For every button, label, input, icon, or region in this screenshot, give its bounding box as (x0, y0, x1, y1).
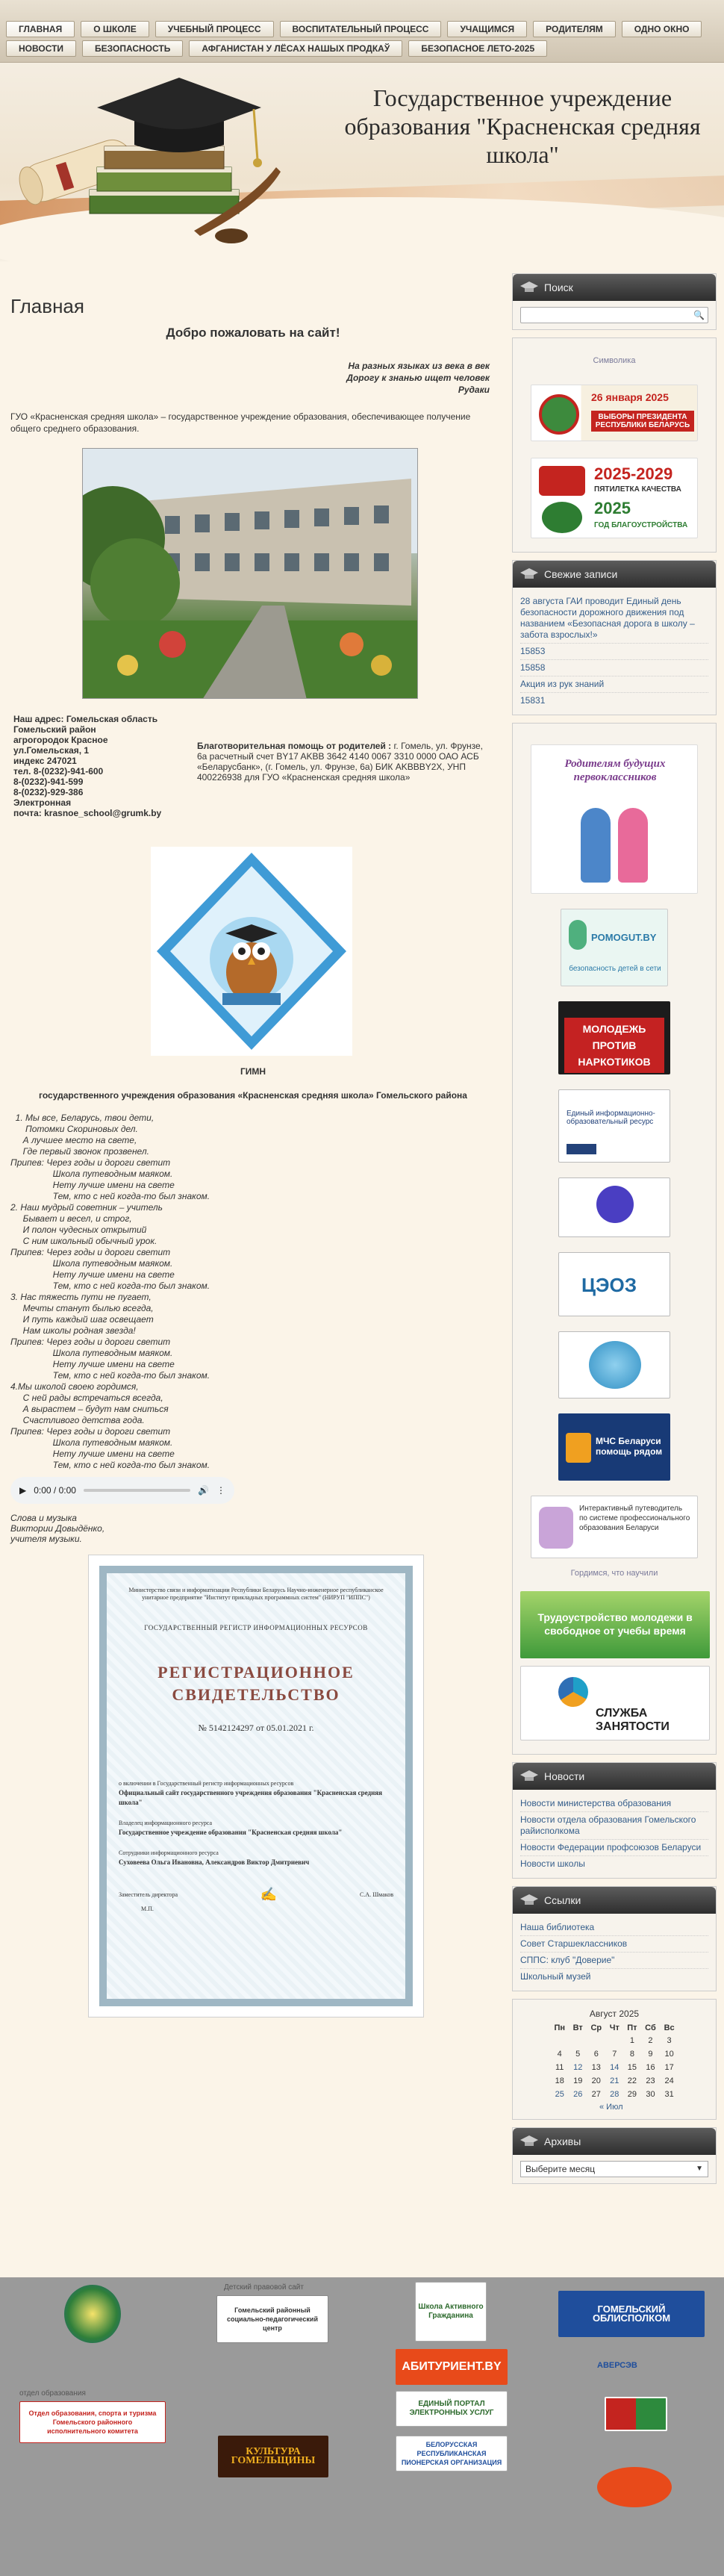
quality-badge-icon (539, 466, 585, 496)
anti-drugs-banner[interactable] (558, 1001, 670, 1074)
nav-row-2 (0, 40, 724, 57)
lyric-line: 4.Мы школой своею гордимся, (10, 1381, 139, 1392)
weekday: Вт (572, 2023, 583, 2032)
calendar-caption: Август 2025 (589, 2009, 640, 2019)
calendar-weekdays (550, 2022, 678, 2034)
ceoz-logo: ЦЭОЗ (581, 1274, 637, 1296)
fresh-posts-body (513, 588, 716, 715)
site-header (0, 63, 724, 261)
weekday: Сб (645, 2023, 656, 2032)
address-line: индекс 247021 (13, 756, 77, 766)
edu-dept-text: Отдел образования, спорта и туризма Гомельского районного исполнительного комитета (28, 2409, 157, 2435)
volume-icon[interactable]: 🔊 (198, 1485, 209, 1496)
calendar-day: 24 (664, 2076, 674, 2085)
lyric-line: А вырастем – будут нам сниться (10, 1404, 169, 1414)
abiturient-text: АБИТУРИЕНТ.BY (402, 2360, 502, 2373)
calendar-day (606, 2034, 623, 2047)
charity-info (197, 714, 492, 818)
certificate-line: Владелец информационного ресурса (119, 1820, 213, 1826)
certificate-number: № 5142124297 от 05.01.2021 г. (198, 1723, 314, 1733)
lyric-line: Припев: Через годы и дороги светит (10, 1247, 171, 1257)
weekday: Пн (554, 2023, 565, 2032)
calendar-day: 2 (648, 2036, 653, 2045)
calendar-day: 10 (664, 2050, 674, 2059)
fresh-post-link[interactable]: 15831 (520, 695, 546, 706)
legal-portal-banner[interactable] (558, 1177, 670, 1237)
lyric-line: Мечты станут былью всегда, (10, 1303, 154, 1313)
calendar-day: 18 (555, 2076, 564, 2085)
audio-progress-track[interactable] (84, 1489, 190, 1492)
calendar-day: 17 (664, 2063, 674, 2072)
employment-service-banner[interactable] (520, 1666, 710, 1740)
search-input[interactable] (520, 307, 708, 323)
edu-dept-caption[interactable]: отдел образования (19, 2389, 86, 2398)
education-map-banner[interactable] (558, 1331, 670, 1399)
address-line: Гомельский район (13, 724, 96, 735)
address-line: Наш адрес: Гомельская область (13, 714, 158, 724)
top-navigation (0, 0, 724, 63)
forest-emblem-banner[interactable] (64, 2285, 121, 2343)
calendar-prev-link[interactable]: « Июл (599, 2103, 623, 2112)
lyric-line: Припев: Через годы и дороги светит (10, 1426, 171, 1437)
banners-widget-body (513, 338, 716, 552)
lyric-line: С ним школьный обычный урок. (10, 1236, 157, 1246)
pomogut-subtitle: безопасность детей в сети (569, 965, 661, 973)
weekday: Вс (664, 2023, 675, 2032)
graduation-cap-icon (520, 1770, 538, 1782)
lyric-line: С ней рады встречаться всегда, (10, 1393, 163, 1403)
credits-line: Виктории Довыдёнко, (10, 1523, 105, 1534)
news-widget-head (513, 1763, 716, 1790)
calendar-day: 22 (627, 2076, 637, 2085)
resource-link[interactable]: Школьный музей (520, 1971, 591, 1982)
certificate-line-bold: Официальный сайт государственного учреждения образования "Красненская средняя школа" (119, 1789, 383, 1806)
resource-link[interactable]: Совет Старшеклассников (520, 1936, 708, 1953)
archive-widget (512, 2127, 717, 2184)
calendar-widget (512, 1999, 717, 2120)
lyric-line: Нету лучше имени на свете (10, 1359, 175, 1369)
calendar-day (550, 2034, 569, 2047)
certificate-line (119, 1788, 393, 1808)
certificate-signature-row (119, 1887, 393, 1902)
proud-link[interactable]: Гордимся, что научили (570, 1569, 658, 1578)
lyric-line: Школа путеводным маяком. (10, 1258, 173, 1269)
hymn-title: ГИМН (240, 1066, 266, 1077)
fresh-posts-widget (512, 560, 717, 715)
quality-years: 2025-2029 (594, 464, 673, 483)
fresh-post-link[interactable]: 28 августа ГАИ проводит Единый день безопасности дорожного движения под названием «Безопасная дорога в школу – забота взрослых!» (520, 594, 708, 644)
calendar-day-link[interactable]: 12 (573, 2063, 583, 2072)
certificate-line: Сотрудники информационного ресурса (119, 1849, 219, 1856)
graduation-cap-icon (520, 281, 538, 293)
nav-about[interactable]: О ШКОЛЕ (81, 21, 149, 37)
calendar-day: 30 (646, 2090, 655, 2099)
child-girl-icon (618, 808, 648, 883)
news-link[interactable]: Новости школы (520, 1858, 585, 1869)
mchs-emblem-icon (566, 1433, 591, 1463)
calendar-day-link[interactable]: 26 (573, 2090, 583, 2099)
active-citizen-text: Школа Активного Гражданина (418, 2303, 484, 2320)
archive-month-select[interactable] (520, 2161, 708, 2177)
fresh-post-link[interactable]: Акция из рук знаний (520, 676, 708, 693)
hymn-subtitle: государственного учреждения образования «Красненская средняя школа» Гомельского района (39, 1090, 467, 1101)
weekday: Чт (609, 2023, 620, 2032)
phone-line: 8-(0232)-941-599 (13, 777, 84, 787)
search-widget (512, 273, 717, 330)
lyric-line: А лучшее место на свете, (10, 1135, 137, 1145)
red-round-banner[interactable] (597, 2467, 672, 2507)
news-widget-body (513, 1790, 716, 1878)
fresh-posts-head (513, 561, 716, 588)
nav-one-window[interactable]: ОДНО ОКНО (622, 21, 702, 37)
social-center-banner[interactable] (216, 2295, 328, 2343)
calendar-day: 31 (664, 2090, 674, 2099)
first-graders-title: Родителям будущих первоклассников (564, 758, 666, 783)
calendar-day: 6 (593, 2050, 599, 2059)
mchs-text: МЧС Беларуси помощь рядом (596, 1436, 663, 1457)
news-link[interactable]: Новости отдела образования Гомельского райисполкома (520, 1812, 708, 1840)
lyric-line: 3. Нас тяжесть пути не пугает, (10, 1292, 152, 1302)
news-link[interactable]: Новости Федерации профсоюзов Беларуси (520, 1840, 708, 1856)
calendar-day (569, 2034, 587, 2047)
links-widget-body (513, 1914, 716, 1991)
unified-resource-banner[interactable] (558, 1089, 670, 1163)
resource-link[interactable]: Наша библиотека (520, 1920, 708, 1936)
quality-year-banner[interactable] (531, 458, 698, 538)
lyric-line: Тем, кто с ней когда-то был знаком. (10, 1370, 210, 1381)
main-content (10, 295, 496, 2017)
certificate-title (119, 1661, 393, 1706)
address-line: ул.Гомельская, 1 (13, 745, 90, 756)
more-options-icon[interactable]: ⋮ (216, 1485, 225, 1496)
certificate-signer: С.А. Шмаков (360, 1891, 393, 1898)
nav-afghanistan[interactable]: АФГАНИСТАН У ЛЁСАХ НАШЫХ ПРОДКАЎ (189, 40, 402, 57)
calendar-widget-body (513, 2000, 716, 2119)
archive-widget-body (513, 2155, 716, 2183)
calendar-day: 29 (627, 2090, 637, 2099)
kids-portal-caption[interactable]: Детский правовой сайт (224, 2283, 304, 2292)
nav-home[interactable]: ГЛАВНАЯ (6, 21, 75, 37)
news-widget-title: Новости (544, 1770, 585, 1782)
calendar-day: 27 (591, 2090, 601, 2099)
pioneers-banner[interactable] (396, 2436, 508, 2471)
welcome-heading: Добро пожаловать на сайт! (166, 326, 340, 340)
school-emblem (151, 847, 352, 1056)
school-address (10, 714, 197, 818)
year-label: ГОД БЛАГОУСТРОЙСТВА (594, 521, 688, 529)
hymn-audio-player[interactable] (10, 1477, 234, 1504)
graduation-books-logo (7, 63, 321, 257)
aversev-logo[interactable]: АВЕРСЭВ (597, 2361, 637, 2370)
nav-students[interactable]: УЧАЩИМСЯ (447, 21, 527, 37)
calendar-day: 19 (573, 2076, 583, 2085)
nav-parents[interactable]: РОДИТЕЛЯМ (533, 21, 616, 37)
lyric-line: Счастливого детства года. (10, 1415, 145, 1425)
contacts-block (10, 714, 496, 818)
credits-line: Слова и музыка (10, 1513, 77, 1523)
lyric-line: Нету лучше имени на свете (10, 1269, 175, 1280)
lyric-line: Потомки Скориновых дел. (10, 1124, 138, 1134)
anti-drugs-text: МОЛОДЕЖЬ ПРОТИВ НАРКОТИКОВ (564, 1018, 664, 1073)
first-graders-banner[interactable] (531, 744, 698, 894)
news-link[interactable]: Новости министерства образования (520, 1796, 708, 1812)
school-building-photo (82, 448, 418, 699)
lyric-line: Бывает и весел, и строг, (10, 1213, 132, 1224)
certificate-details (119, 1779, 393, 1914)
calendar-week (550, 2074, 678, 2088)
lyric-line: Школа путеводным маяком. (10, 1348, 173, 1358)
quality-label: ПЯТИЛЕТКА КАЧЕСТВА (594, 485, 681, 494)
lyric-line: Нету лучше имени на свете (10, 1180, 175, 1190)
lyric-line: Припев: Через годы и дороги светит (10, 1157, 171, 1168)
calendar-day: 9 (648, 2050, 653, 2059)
lyric-line: Тем, кто с ней когда-то был знаком. (10, 1191, 210, 1201)
certificate-mp: М.П. (141, 1905, 154, 1912)
oblispolkom-banner[interactable] (558, 2291, 705, 2337)
mchs-banner[interactable] (558, 1413, 670, 1481)
education-map-icon (589, 1341, 641, 1389)
search-widget-head (513, 274, 716, 301)
sidebar (512, 273, 717, 2191)
epigraph-author: Рудаки (458, 385, 490, 395)
lyric-line: Школа путеводным маяком. (10, 1437, 173, 1448)
lyric-line: Тем, кто с ней когда-то был знаком. (10, 1460, 210, 1470)
address-line: агрогородок Красное (13, 735, 108, 745)
edu-dept-banner[interactable] (19, 2401, 166, 2443)
search-icon[interactable]: 🔍 (693, 310, 705, 320)
calendar-day-link[interactable]: 21 (610, 2076, 620, 2085)
culture-text: КУЛЬТУРА ГОМЕЛЬЩИНЫ (231, 2446, 316, 2466)
calendar-day: 15 (627, 2063, 637, 2072)
fresh-post-link[interactable]: 15853 (520, 644, 708, 660)
mozyr-map-banner[interactable] (605, 2397, 667, 2431)
pioneers-text: БЕЛОРУССКАЯ РЕСПУБЛИКАНСКАЯ ПИОНЕРСКАЯ ОРГАНИЗАЦИЯ (401, 2441, 502, 2466)
address-line: Электронная (13, 797, 72, 808)
certificate-line: о включении в Государственный регистр информационных ресурсов (119, 1780, 294, 1787)
calendar-table (550, 2009, 678, 2101)
certificate-line-bold: Государственное учреждение образования "Красненская средняя школа" (119, 1829, 343, 1836)
calendar-week (550, 2061, 678, 2074)
election-banner-text: ВЫБОРЫ ПРЕЗИДЕНТА РЕСПУБЛИКИ БЕЛАРУСЬ (591, 411, 694, 432)
fresh-posts-title: Свежие записи (544, 568, 618, 580)
footer-banners (0, 2277, 724, 2576)
calendar-day: 4 (557, 2050, 562, 2059)
graduation-cap-icon (520, 1894, 538, 1906)
hymn-credits (10, 1513, 496, 1544)
certificate-line-bold: Суховеева Ольга Ивановна, Александров Виктор Дмитриевич (119, 1858, 310, 1866)
archive-select-value: Выберите месяц (525, 2164, 596, 2174)
charity-details: г. Гомель, ул. Фрунзе, 6а расчетный счет BY17 AKBB 3642 4140 0067 3310 0000 ОАО АСБ «Беларусбанк», (г. Гомель, ул. Фрунзе, 6а) БИК AKBBBY2X, УНП 400226938 для ГУО «Красненская средняя школа» (197, 741, 483, 783)
news-list (520, 1796, 708, 1872)
calendar-week (550, 2034, 678, 2047)
employment-logo-icon (558, 1677, 588, 1707)
lyric-line: И путь каждый шаг освещает (10, 1314, 154, 1325)
certificate-frame (99, 1566, 413, 2006)
lyric-line: 1. Мы все, Беларусь, твои дети, (10, 1113, 155, 1123)
calendar-day: 20 (591, 2076, 601, 2085)
archive-widget-head (513, 2128, 716, 2155)
banners-widget (512, 337, 717, 553)
lyric-line: Где первый звонок прозвенел. (10, 1146, 149, 1157)
calendar-week (550, 2047, 678, 2061)
links-list (520, 1920, 708, 1985)
career-guide-banner[interactable] (531, 1496, 698, 1558)
epigraph (10, 360, 496, 396)
e-services-banner[interactable] (396, 2391, 508, 2427)
legal-portal-icon (596, 1186, 634, 1223)
e-services-text: ЕДИНЫЙ ПОРТАЛ ЭЛЕКТРОННЫХ УСЛУГ (409, 2400, 494, 2417)
weekday: Ср (590, 2023, 602, 2032)
youth-job-banner[interactable] (520, 1591, 710, 1658)
site-title: Государственное учреждение образования "Красненская средняя школа" (344, 84, 701, 168)
chevron-down-icon: ▼ (696, 2165, 703, 2173)
calendar-day: 13 (591, 2063, 601, 2072)
lyric-line: Нету лучше имени на свете (10, 1449, 175, 1459)
calendar-day: 5 (575, 2050, 581, 2059)
nav-safe-summer[interactable]: БЕЗОПАСНОЕ ЛЕТО-2025 (408, 40, 547, 57)
partner-banners-widget (512, 723, 717, 1755)
certificate-line (119, 1828, 393, 1838)
lyric-line: Нам школы родная звезда! (10, 1325, 136, 1336)
audio-time: 0:00 / 0:00 (34, 1485, 76, 1496)
unified-resource-icon (567, 1144, 596, 1154)
intro-text: ГУО «Красненская средняя школа» – государственное учреждение образования, обеспечивающее получение общего среднего образования. (10, 411, 471, 434)
youth-job-text: Трудоустройство молодежи в свободное от учебы время (537, 1611, 693, 1637)
calendar-day-link[interactable]: 14 (610, 2063, 620, 2072)
lyric-line: Тем, кто с ней когда-то был знаком. (10, 1281, 210, 1291)
lyric-line: Школа путеводным маяком. (10, 1169, 173, 1179)
calendar-week (550, 2088, 678, 2101)
resource-link[interactable]: СППС: клуб "Доверие" (520, 1953, 708, 1969)
graduation-cap-icon (520, 2135, 538, 2147)
page-title: Главная (10, 295, 84, 317)
charity-label: Благотворительная помощь от родителей : (197, 741, 392, 751)
lyric-line: И полон чудесных открытий (10, 1225, 147, 1235)
culture-banner[interactable] (218, 2436, 328, 2477)
nav-education[interactable]: УЧЕБНЫЙ ПРОЦЕСС (155, 21, 274, 37)
nav-row-1 (0, 21, 724, 37)
calendar-day (587, 2034, 606, 2047)
social-center-text: Гомельский районный социально-педагогический центр (226, 2306, 318, 2332)
child-boy-icon (581, 808, 611, 883)
school-photo-art (83, 449, 418, 699)
ceoz-banner[interactable] (558, 1252, 670, 1316)
play-icon[interactable]: ▶ (19, 1485, 27, 1496)
phone-line: тел. 8-(0232)-941-600 (13, 766, 104, 777)
calendar-day-link[interactable]: 25 (555, 2090, 564, 2099)
election-banner-date: 26 января 2025 (591, 391, 669, 403)
email-line[interactable]: почта: krasnoe_school@grumk.by (13, 808, 162, 818)
news-widget (512, 1762, 717, 1879)
certificate-title-1: РЕГИСТРАЦИОННОЕ (157, 1663, 355, 1681)
calendar-day: 1 (629, 2036, 634, 2045)
career-map-icon (539, 1507, 573, 1549)
active-citizen-banner[interactable] (415, 2282, 487, 2342)
calendar-day: 7 (612, 2050, 617, 2059)
pomogut-banner[interactable] (561, 909, 668, 986)
nav-safety[interactable]: БЕЗОПАСНОСТЬ (82, 40, 183, 57)
registration-certificate (88, 1555, 424, 2017)
credits-line: учителя музыки. (10, 1534, 82, 1544)
calendar-day: 23 (646, 2076, 655, 2085)
election-banner[interactable] (531, 385, 698, 441)
links-widget-head (513, 1887, 716, 1914)
hymn-lyrics (10, 1113, 496, 1471)
abiturient-banner[interactable] (396, 2349, 508, 2385)
graduation-cap-icon (520, 568, 538, 580)
phone-line: 8-(0232)-929-386 (13, 787, 84, 797)
certificate-ministry: Министерство связи и информатизации Республики Беларусь Научно-инженерное республиканское унитарное предприятие "Институт прикладных программных систем" (НИРУП "ИППС") (128, 1587, 384, 1601)
lyric-line: Припев: Через годы и дороги светит (10, 1337, 171, 1347)
career-guide-text: Интерактивный путеводитель по системе профессионального образования Беларуси (579, 1505, 690, 1532)
oblispolkom-text: ГОМЕЛЬСКИЙ ОБЛИСПОЛКОМ (592, 2303, 671, 2324)
election-emblem-icon (539, 394, 579, 435)
signature-icon: ✍ (260, 1887, 278, 1902)
epigraph-line: Дорогу к знанью ищет человек (346, 373, 490, 383)
symbolics-link[interactable]: Символика (593, 356, 636, 365)
epigraph-line: На разных языках из века в век (348, 361, 490, 371)
calendar-day: 11 (555, 2063, 564, 2072)
fresh-posts-list (520, 594, 708, 709)
owl-emblem-icon (151, 847, 352, 1056)
certificate-line (119, 1858, 393, 1867)
search-widget-body (513, 301, 716, 329)
links-widget-title: Ссылки (544, 1894, 581, 1906)
pomogut-title: POMOGUT.BY (591, 932, 657, 943)
search-widget-title: Поиск (544, 281, 573, 293)
calendar-day: 16 (646, 2063, 655, 2072)
partner-banners-body (513, 724, 716, 1754)
calendar-day: 8 (629, 2050, 634, 2059)
archive-widget-title: Архивы (544, 2135, 581, 2147)
certificate-register: ГОСУДАРСТВЕННЫЙ РЕГИСТР ИНФОРМАЦИОННЫХ РЕСУРСОВ (144, 1624, 368, 1631)
calendar-day-link[interactable]: 28 (610, 2090, 620, 2099)
links-widget (512, 1886, 717, 1991)
green-badge-icon (542, 502, 582, 533)
certificate-sign-label: Заместитель директора (119, 1891, 178, 1898)
pomogut-logo-icon (569, 920, 587, 950)
certificate-title-2: СВИДЕТЕЛЬСТВО (172, 1685, 340, 1704)
nav-news[interactable]: НОВОСТИ (6, 40, 76, 57)
nav-upbringing[interactable]: ВОСПИТАТЕЛЬНЫЙ ПРОЦЕСС (280, 21, 442, 37)
year-number: 2025 (594, 499, 631, 517)
calendar-day: 3 (667, 2036, 672, 2045)
lyric-line: 2. Наш мудрый советник – учитель (10, 1202, 163, 1213)
unified-resource-text: Единый информационно-образовательный ресурс (567, 1110, 655, 1126)
fresh-post-link[interactable]: 15858 (520, 660, 708, 676)
weekday: Пт (627, 2023, 637, 2032)
employment-service-text: СЛУЖБА ЗАНЯТОСТИ (596, 1707, 670, 1733)
